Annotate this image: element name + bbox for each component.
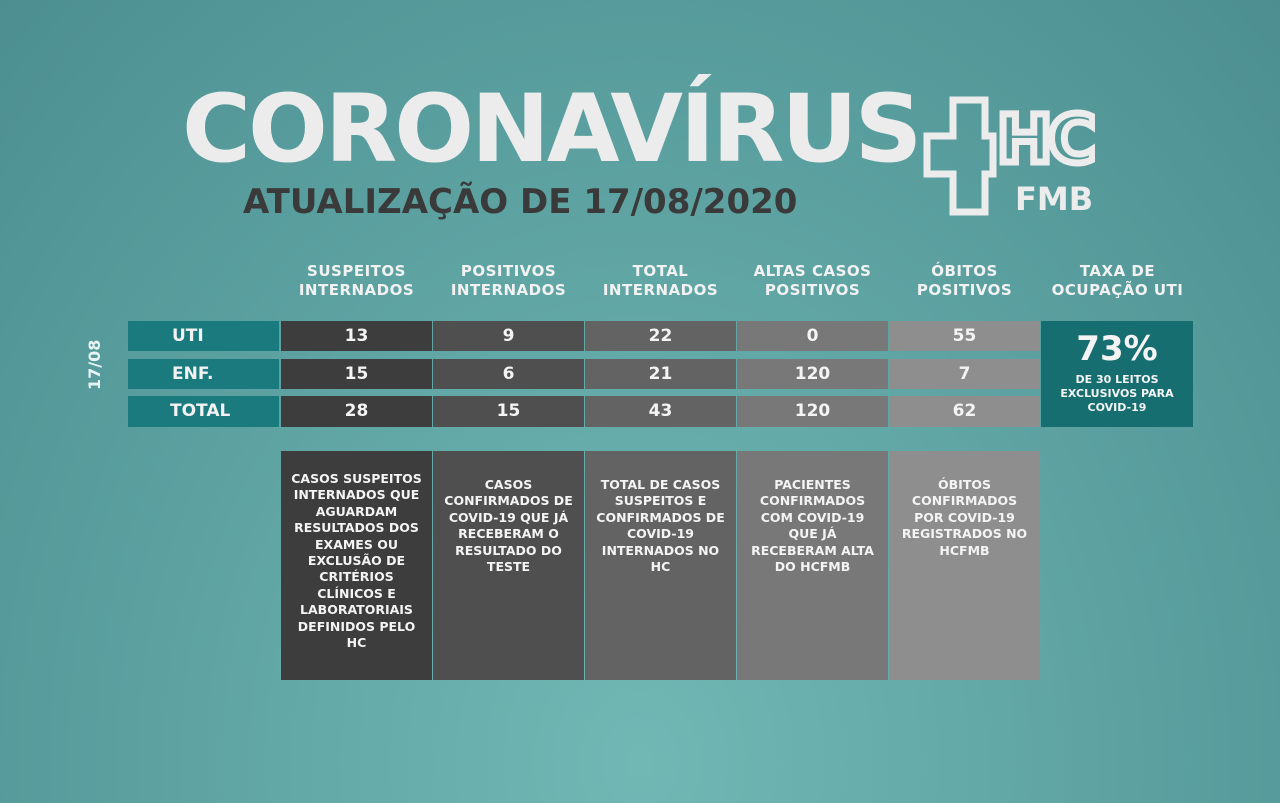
table-cell: 55	[889, 321, 1040, 351]
hcfmb-logo	[923, 96, 1095, 216]
update-date-subtitle: ATUALIZAÇÃO DE 17/08/2020	[243, 182, 798, 222]
column-header-deaths: ÓBITOS POSITIVOS	[916, 262, 1013, 299]
logo-main-text: HC	[997, 101, 1093, 178]
column-header-total: TOTAL INTERNADOS	[602, 262, 719, 299]
side-date-label: 17/08	[85, 339, 104, 390]
table-cell: 28	[281, 396, 432, 427]
table-cell: 43	[585, 396, 736, 427]
uti-occupancy-note: DE 30 LEITOS EXCLUSIVOS PARA COVID-19	[1060, 373, 1174, 414]
table-cell: 15	[433, 396, 584, 427]
column-header-uti-occupancy: TAXA DE OCUPAÇÃO UTI	[1051, 262, 1184, 299]
logo-sub-text: FMB	[1015, 180, 1094, 216]
table-cell: 9	[433, 321, 584, 351]
column-header-suspected: SUSPEITOS INTERNADOS	[298, 262, 415, 299]
table-cell: 21	[585, 359, 736, 389]
table-cell: 0	[737, 321, 888, 351]
table-cell: 62	[889, 396, 1040, 427]
table-cell: 15	[281, 359, 432, 389]
description-discharges: PACIENTES CONFIRMADOS COM COVID-19 QUE JÁ RECEBERAM ALTA DO HCFMB	[737, 451, 888, 680]
row-label-uti: UTI	[128, 321, 279, 351]
description-positive: CASOS CONFIRMADOS DE COVID-19 QUE JÁ RECEBERAM O RESULTADO DO TESTE	[433, 451, 584, 680]
table-cell: 13	[281, 321, 432, 351]
uti-occupancy-percent: 73%	[1076, 329, 1158, 369]
page-title: CORONAVÍRUS	[182, 75, 920, 184]
row-label-enf: ENF.	[128, 359, 279, 389]
description-total: TOTAL DE CASOS SUSPEITOS E CONFIRMADOS DE COVID-19 INTERNADOS NO HC	[585, 451, 736, 680]
table-cell: 120	[737, 359, 888, 389]
table-cell: 7	[889, 359, 1040, 389]
table-cell: 120	[737, 396, 888, 427]
description-deaths: ÓBITOS CONFIRMADOS POR COVID-19 REGISTRADOS NO HCFMB	[889, 451, 1040, 680]
uti-occupancy-box	[1041, 321, 1193, 427]
description-suspected: CASOS SUSPEITOS INTERNADOS QUE AGUARDAM RESULTADOS DOS EXAMES OU EXCLUSÃO DE CRITÉRIOS CLÍNICOS E LABORATORIAIS DEFINIDOS PELO HC	[281, 451, 432, 680]
column-header-discharges: ALTAS CASOS POSITIVOS	[753, 262, 872, 299]
cross-icon	[927, 100, 993, 212]
column-header-positive: POSITIVOS INTERNADOS	[450, 262, 567, 299]
row-label-total: TOTAL	[128, 396, 279, 427]
table-cell: 22	[585, 321, 736, 351]
table-cell: 6	[433, 359, 584, 389]
